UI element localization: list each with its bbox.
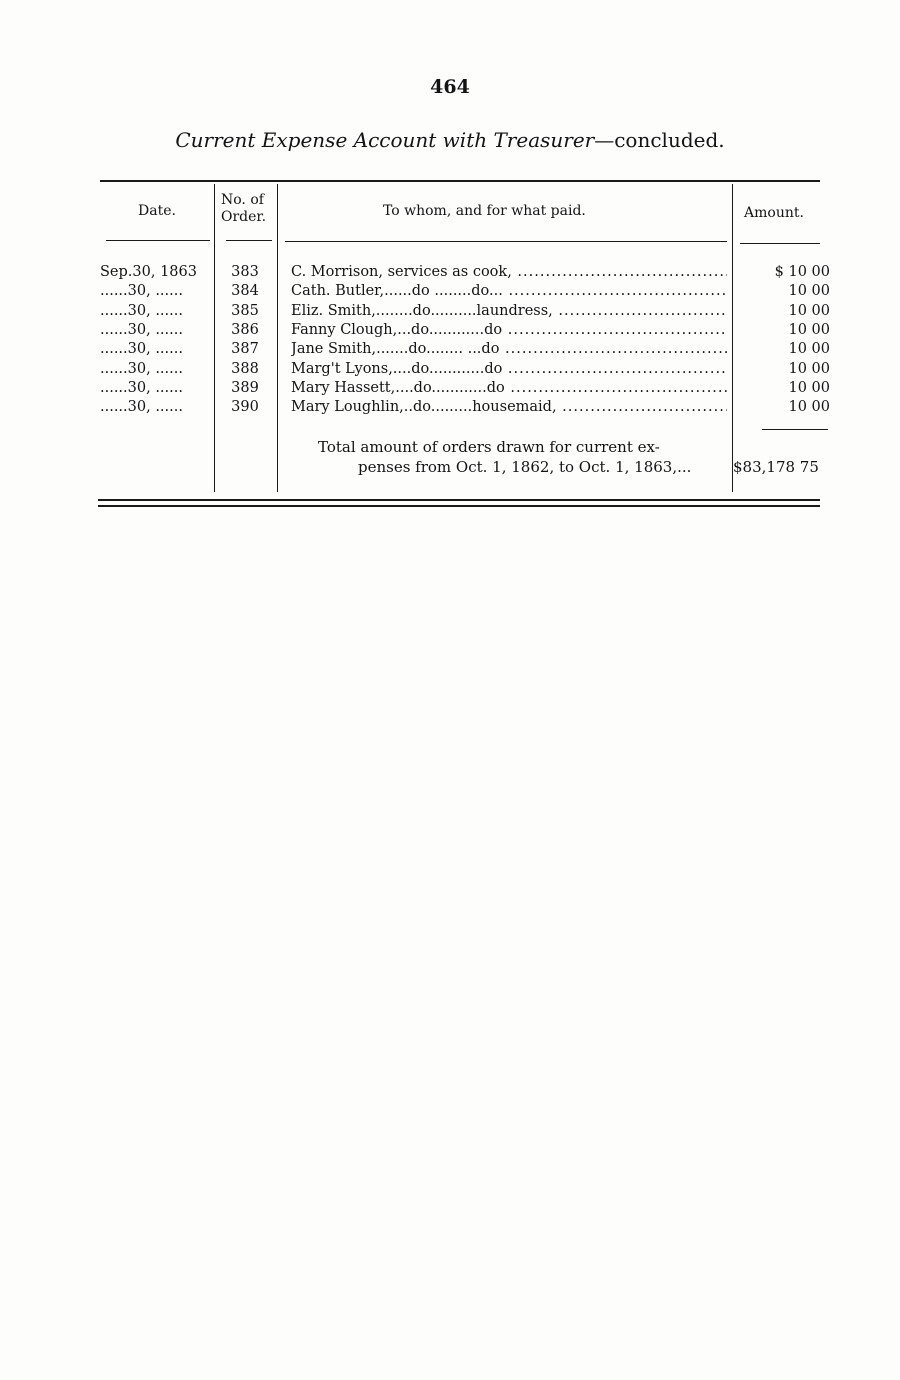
header-rule-date — [106, 240, 210, 241]
page-title — [0, 128, 900, 152]
row-amount: 10 00 — [788, 302, 830, 319]
row-order-number: 388 — [231, 360, 259, 377]
header-amount: Amount. — [744, 205, 804, 221]
total-line2: penses from Oct. 1, 1862, to Oct. 1, 1863,... — [358, 458, 692, 476]
row-description-cell — [291, 282, 727, 301]
row-order-number: 384 — [231, 283, 259, 300]
row-amount: 10 00 — [788, 341, 830, 358]
table-row — [0, 340, 900, 359]
table-row — [0, 282, 900, 301]
total-line1: Total amount of orders drawn for current ex- — [318, 438, 660, 456]
header-rule-desc — [285, 241, 727, 242]
table-top-rule — [100, 180, 820, 182]
header-order-line2: Order. — [221, 209, 267, 225]
row-description-cell — [291, 360, 727, 379]
row-description: Cath. Butler,......do ........do... ..... — [291, 283, 727, 299]
row-order-number: 385 — [231, 302, 259, 319]
row-amount: 10 00 — [788, 379, 830, 396]
row-order-number: 387 — [231, 341, 259, 358]
header-order — [221, 192, 266, 226]
row-amount: 10 00 — [788, 321, 830, 338]
row-date: ......30, ...... — [100, 341, 183, 358]
header-order-line1: No. of — [221, 192, 264, 208]
row-description: Mary Loughlin,..do.........housemaid, ..... — [291, 399, 727, 415]
row-description-cell — [291, 263, 727, 282]
row-order-number: 390 — [231, 399, 259, 416]
table-bottom-rule-2 — [98, 505, 820, 507]
row-date: ......30, ...... — [100, 399, 183, 416]
table-row — [0, 321, 900, 340]
row-amount: 10 00 — [788, 399, 830, 416]
row-date: ......30, ...... — [100, 360, 183, 377]
row-description: Marg't Lyons,....do............do ..... — [291, 361, 727, 377]
row-description-cell — [291, 321, 727, 340]
row-description-cell — [291, 340, 727, 359]
total-amount: $83,178 75 — [733, 458, 819, 476]
header-date: Date. — [138, 203, 176, 219]
page-number: 464 — [430, 76, 470, 98]
row-description: Eliz. Smith,........do..........laundress, ..... — [291, 303, 727, 319]
header-rule-amount — [740, 243, 820, 244]
row-description-cell — [291, 398, 727, 417]
row-date: ......30, ...... — [100, 321, 183, 338]
row-order-number: 386 — [231, 321, 259, 338]
title-italic: Current Expense Account with Treasurer — [175, 128, 595, 152]
title-concluded: concluded. — [614, 128, 725, 152]
title-dash: — — [594, 128, 615, 152]
row-description: Fanny Clough,...do............do ..... — [291, 322, 727, 338]
table-row — [0, 263, 900, 282]
table-bottom-rule-1 — [98, 499, 820, 501]
table-row — [0, 379, 900, 398]
row-description: Mary Hassett,....do............do ..... — [291, 380, 727, 396]
row-date: ......30, ...... — [100, 379, 183, 396]
header-description: To whom, and for what paid. — [383, 203, 586, 219]
row-amount: 10 00 — [788, 283, 830, 300]
row-date: ......30, ...... — [100, 302, 183, 319]
row-date: ......30, ...... — [100, 283, 183, 300]
row-amount: $ 10 00 — [774, 264, 830, 280]
row-description-cell — [291, 379, 727, 398]
header-rule-order — [226, 240, 272, 241]
row-order-number: 383 — [231, 264, 259, 280]
table-row — [0, 398, 900, 417]
row-description: Jane Smith,.......do........ ...do ..... — [291, 341, 727, 357]
table-row — [0, 302, 900, 321]
row-order-number: 389 — [231, 379, 259, 396]
row-description-cell — [291, 302, 727, 321]
row-amount: 10 00 — [788, 360, 830, 377]
table-row — [0, 360, 900, 379]
amount-sum-rule — [762, 429, 828, 430]
row-date: Sep.30, 1863 — [100, 264, 197, 280]
row-description: C. Morrison, services as cook, ..... — [291, 264, 727, 280]
